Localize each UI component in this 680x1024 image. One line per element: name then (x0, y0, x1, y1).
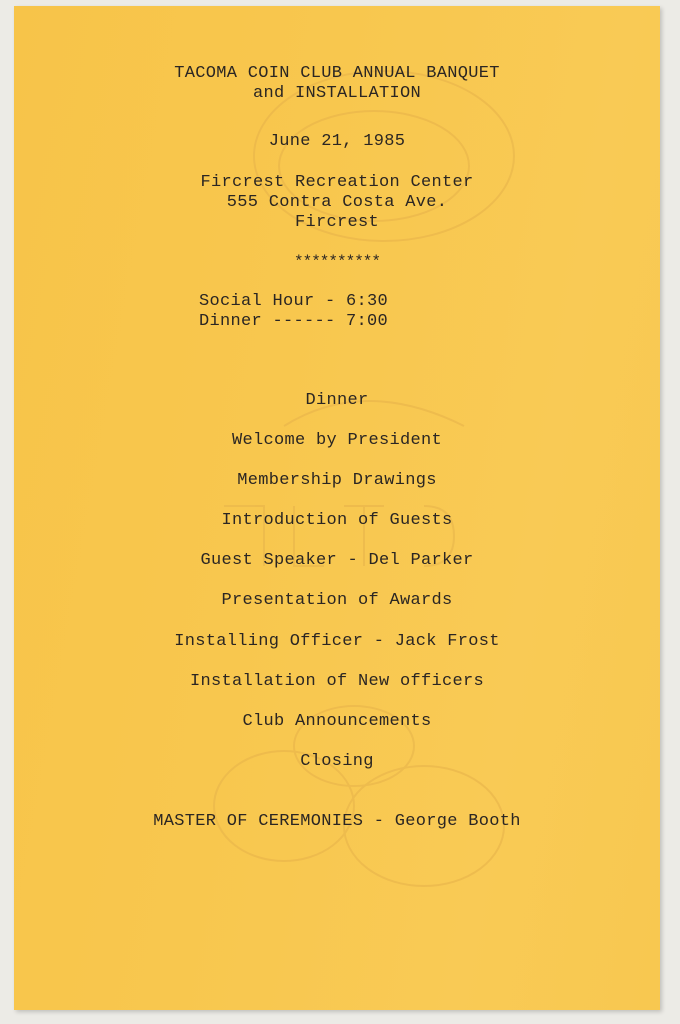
program-item-club-announcements: Club Announcements (242, 712, 432, 731)
dinner-time: Dinner ------ 7:00 (199, 312, 389, 331)
master-of-ceremonies: MASTER OF CEREMONIES - George Booth (153, 812, 521, 831)
event-subtitle: and INSTALLATION (252, 84, 422, 103)
program-item-guest-speaker: Guest Speaker - Del Parker (200, 551, 474, 570)
program-item-presentation-of-awards: Presentation of Awards (221, 591, 453, 610)
event-title: TACOMA COIN CLUB ANNUAL BANQUET (174, 64, 500, 83)
program-item-closing: Closing (300, 752, 374, 771)
event-date: June 21, 1985 (268, 132, 406, 151)
program-item-membership-drawings: Membership Drawings (237, 471, 437, 490)
banquet-program-card (14, 6, 660, 1010)
venue-address: 555 Contra Costa Ave. (226, 193, 448, 212)
social-hour-time: Social Hour - 6:30 (199, 292, 389, 311)
program-item-introduction-of-guests: Introduction of Guests (221, 511, 453, 530)
venue-name: Fircrest Recreation Center (200, 173, 474, 192)
program-item-installing-officer: Installing Officer - Jack Frost (174, 632, 500, 651)
program-item-welcome: Welcome by President (231, 431, 443, 450)
venue-city: Fircrest (294, 213, 379, 232)
program-item-dinner: Dinner (305, 391, 369, 410)
program-item-installation-of-officers: Installation of New officers (189, 672, 485, 691)
asterisk-divider: ********** (293, 253, 380, 271)
